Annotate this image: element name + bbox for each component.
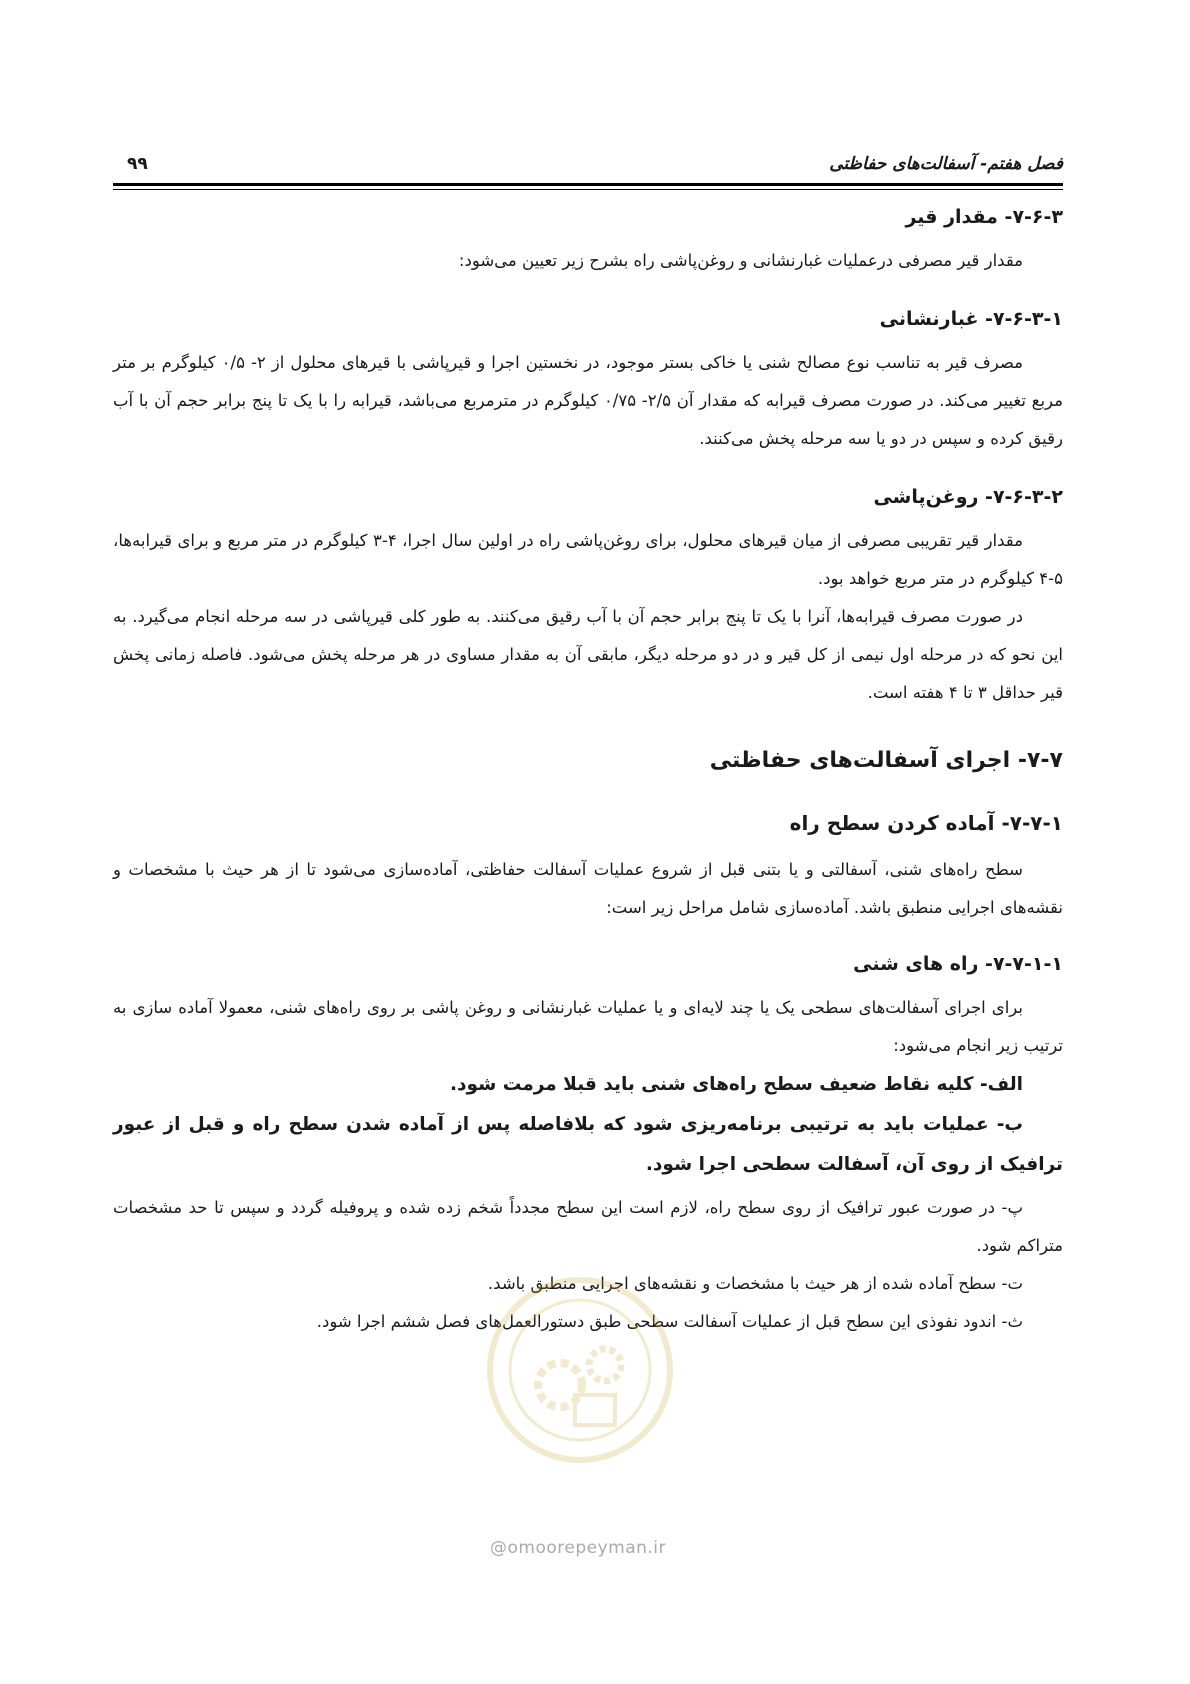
heading-7-7-1-1: ۷-۷-۱-۱- راه های شنی (853, 953, 1063, 975)
page-header (113, 148, 1063, 184)
chapter-title: فصل هفتم- آسفالت‌های حفاظتی (829, 154, 1063, 174)
page-content (113, 186, 1063, 1341)
page-number: ۹۹ (127, 154, 148, 174)
paragraph-7-6-3: مقدار قیر مصرفی درعملیات غبارنشانی و روغن‌پاشی راه بشرح زیر تعیین می‌شود: (458, 251, 1023, 270)
heading-7-7-1: ۷-۷-۱- آماده کردن سطح راه (789, 811, 1063, 835)
heading-7-6-3-2: ۷-۶-۳-۲- روغن‌پاشی (873, 486, 1063, 508)
paragraph-7-6-3-2a: مقدار قیر تقریبی مصرفی از میان قیرهای محلول، برای روغن‌پاشی راه در اولین سال اجرا، ۴-۳ کیلوگرم در متر مربع و برای قیرابه‌ها، ۵-۴ کیلوگرم در متر مربع خواهد بود. (113, 531, 1063, 588)
list-item-alef: الف- کلیه نقاط ضعیف سطح راه‌های شنی باید قبلا مرمت شود. (449, 1074, 1023, 1095)
paragraph-7-6-3-1: مصرف قیر به تناسب نوع مصالح شنی یا خاکی بستر موجود، در نخستین اجرا و قیرپاشی با قیرهای محلول از ۲- ۰/۵ کیلوگرم بر متر مربع تغییر می‌کند. در صورت مصرف قیرابه که مقدار آن ۲/۵- ۰/۷۵ کیلوگرم در مترمربع می‌باشد، قیرابه را با یک تا پنج برابر حجم آن با آب رقیق کرده و سپس در دو یا سه مرحله پخش می‌کنند. (113, 353, 1063, 448)
list-item-te: ت- سطح آماده شده از هر حیث با مشخصات و نقشه‌های اجرایی منطبق باشد. (487, 1274, 1023, 1293)
heading-7-7: ۷-۷- اجرای آسفالت‌های حفاظتی (709, 748, 1063, 773)
list-item-se: ث- اندود نفوذی این سطح قبل از عملیات آسفالت سطحی طبق دستورالعمل‌های فصل ششم اجرا شود. (316, 1312, 1023, 1331)
watermark-url: @omoorepeyman.ir (489, 1538, 667, 1558)
list-item-be: ب- عملیات باید به ترتیبی برنامه‌ریزی شود که بلافاصله پس از آماده شدن سطح راه و قبل از عبور ترافیک از روی آن، آسفالت سطحی اجرا شود. (113, 1114, 1063, 1175)
heading-7-6-3: ۷-۶-۳- مقدار قیر (905, 206, 1063, 228)
paragraph-7-7-1: سطح راه‌های شنی، آسفالتی و یا بتنی قبل از شروع عملیات آسفالت حفاظتی، آماده‌سازی می‌شود تا از هر حیث با مشخصات و نقشه‌های اجرایی منطبق باشد. آماده‌سازی شامل مراحل زیر است: (113, 860, 1063, 917)
paragraph-7-6-3-2b: در صورت مصرف قیرابه‌ها، آنرا با یک تا پنج برابر حجم آن با آب رقیق می‌کنند. به طور کلی قیرپاشی در سه مرحله انجام می‌گیرد. به این نحو که در مرحله اول نیمی از کل قیر و در دو مرحله دیگر، مابقی آن به مقدار مساوی در هر مرحله پخش می‌شود. فاصله زمانی پخش قیر حداقل ۳ تا ۴ هفته است. (113, 607, 1063, 702)
list-item-pe: پ- در صورت عبور ترافیک از روی سطح راه، لازم است این سطح مجدداً شخم زده شده و پروفیله گردد و سپس تا حد مشخصات متراکم شود. (113, 1198, 1063, 1255)
heading-7-6-3-1: ۷-۶-۳-۱- غبارنشانی (879, 308, 1063, 330)
paragraph-7-7-1-1: برای اجرای آسفالت‌های سطحی یک یا چند لایه‌ای و یا عملیات غبارنشانی و روغن پاشی بر روی راه‌های شنی، معمولا آماده سازی به ترتیب زیر انجام می‌شود: (113, 998, 1063, 1055)
